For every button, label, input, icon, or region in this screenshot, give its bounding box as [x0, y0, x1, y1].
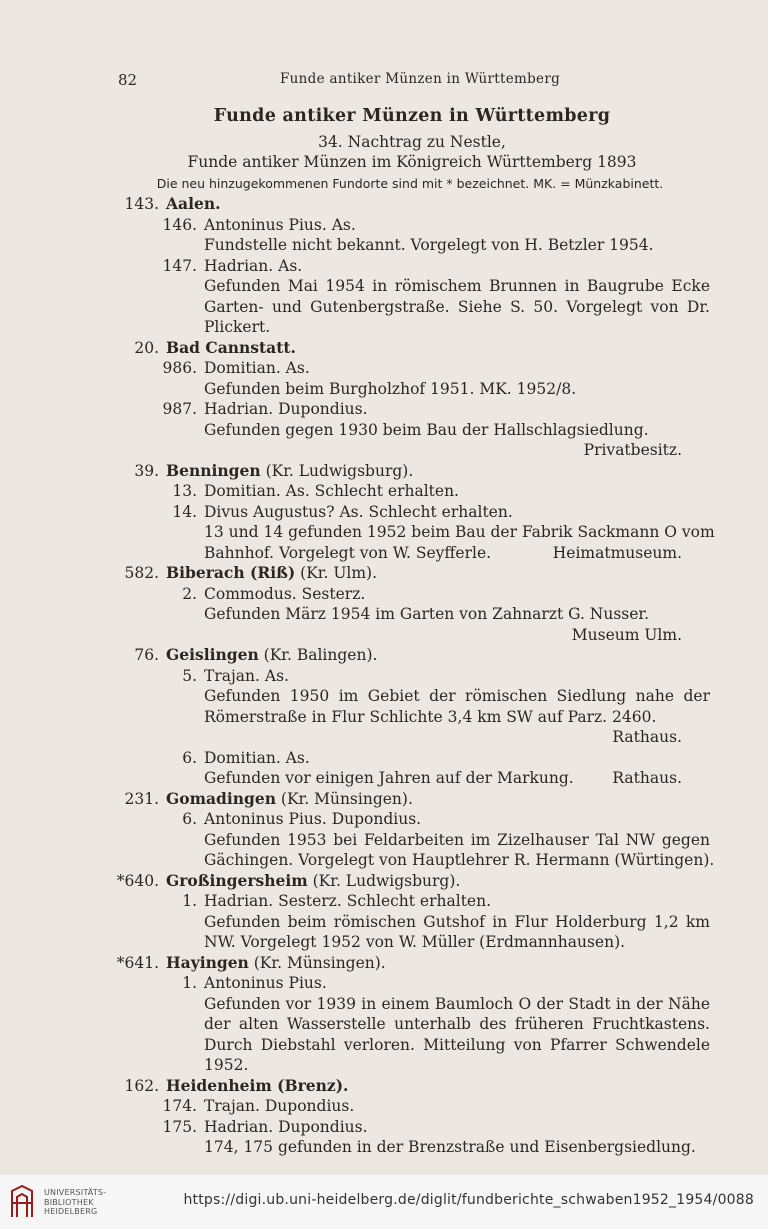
place-name: Geislingen [166, 645, 259, 664]
coin-item [0, 584, 768, 605]
item-detail: Gefunden beim Burgholzhof 1951. MK. 1952/8. [204, 379, 577, 398]
repository: Privatbesitz. [583, 441, 682, 459]
running-title: Funde antiker Münzen in Württemberg [280, 71, 561, 87]
item-detail: Gefunden beim römischen Gutshof in Flur Holderburg 1,2 km [204, 912, 710, 931]
library-name-line: HEIDELBERG [44, 1207, 98, 1216]
item-text: Hadrian. Sesterz. Schlecht erhalten. [204, 892, 492, 910]
place-entry [0, 789, 768, 810]
subtitle-reference: Funde antiker Münzen im Königreich Württemberg 1893 [187, 153, 637, 171]
legend-note: Die neu hinzugekommenen Fundorte sind mit * bezeichnet. MK. = Münzkabinett. [156, 176, 664, 191]
district: (Kr. Ludwigsburg). [260, 461, 414, 480]
item-number: 146. [162, 215, 197, 234]
title-block [0, 106, 768, 191]
coin-item [0, 358, 768, 379]
item-detail: Gächingen. Vorgelegt von Hauptlehrer R. Hermann (Würtingen). [204, 851, 715, 869]
coin-item [0, 891, 768, 912]
item-number: 13. [172, 482, 197, 500]
item-detail: 13 und 14 gefunden 1952 beim Bau der Fabrik Sackmann O vom [204, 523, 715, 541]
place-number: 231. [124, 789, 159, 808]
item-text: Commodus. Sesterz. [204, 584, 366, 603]
item-detail: Gefunden vor 1939 in einem Baumloch O der Stadt in der Nähe [204, 994, 710, 1013]
item-detail: Gefunden Mai 1954 in römischem Brunnen in Baugrube Ecke [204, 277, 710, 295]
item-text: Antoninus Pius. As. [204, 215, 356, 234]
coin-item [0, 748, 768, 769]
item-number: 147. [162, 256, 197, 275]
coin-item [0, 809, 768, 830]
place-name: Bad Cannstatt. [166, 337, 296, 357]
district: (Kr. Balingen). [258, 646, 378, 664]
item-detail: Plickert. [204, 318, 271, 336]
place-number: 162. [124, 1076, 159, 1095]
item-detail: Gefunden gegen 1930 beim Bau der Hallschlagsiedlung. [204, 420, 649, 439]
item-number: 1. [182, 892, 197, 910]
permalink-url[interactable]: https://digi.ub.uni-heidelberg.de/diglit/fundberichte_schwaben1952_1954/0088 [183, 1192, 754, 1208]
item-number: 175. [162, 1117, 197, 1136]
place-entry [0, 194, 768, 215]
item-number: 5. [182, 666, 197, 685]
place-entry [0, 563, 768, 584]
item-number: 1. [182, 974, 197, 992]
item-detail: Gefunden März 1954 im Garten von Zahnarzt G. Nusser. [204, 605, 650, 623]
place-number: 143. [124, 195, 159, 213]
item-number: 6. [182, 810, 197, 828]
item-number: 174. [162, 1097, 197, 1115]
place-number: *640. [116, 871, 159, 890]
item-text: Hadrian. Dupondius. [204, 1117, 368, 1136]
place-entry [0, 953, 768, 974]
item-detail: 174, 175 gefunden in der Brenzstraße und Eisenbergsiedlung. [204, 1138, 696, 1156]
place-name: Hayingen [166, 952, 249, 972]
place-name: Großingersheim [166, 870, 308, 890]
item-text: Antoninus Pius. [204, 974, 327, 992]
district: (Kr. Ludwigsburg). [307, 871, 461, 890]
find-entries [0, 194, 768, 1158]
repository: Heimatmuseum. [552, 543, 682, 562]
library-logo-icon[interactable] [8, 1183, 36, 1221]
item-number: 6. [182, 748, 197, 767]
item-detail: Gefunden 1953 bei Feldarbeiten im Zizelhauser Tal NW gegen [204, 830, 710, 849]
item-detail: Durch Diebstahl verloren. Mitteilung von Pfarrer Schwendele [204, 1035, 710, 1054]
item-text: Domitian. As. Schlecht erhalten. [204, 482, 459, 500]
coin-item [0, 1096, 768, 1117]
item-text: Domitian. As. [204, 359, 310, 377]
coin-item [0, 399, 768, 420]
item-text: Trajan. Dupondius. [204, 1097, 355, 1115]
place-entry [0, 645, 768, 666]
viewer-footer [0, 1175, 768, 1229]
item-text: Domitian. As. [204, 748, 310, 767]
coin-item [0, 256, 768, 277]
district: (Kr. Münsingen). [248, 953, 386, 972]
place-name: Heidenheim (Brenz). [166, 1075, 349, 1095]
district: (Kr. Münsingen). [275, 789, 413, 808]
item-detail: 1952. [204, 1056, 249, 1074]
coin-item [0, 481, 768, 502]
item-text: Divus Augustus? As. Schlecht erhalten. [204, 502, 513, 521]
coin-item [0, 215, 768, 236]
item-detail: Gefunden vor einigen Jahren auf der Markung. [204, 769, 574, 787]
item-detail: Römerstraße in Flur Schlichte 3,4 km SW auf Parz. 2460. [204, 707, 657, 726]
item-detail: NW. Vorgelegt 1952 von W. Müller (Erdmannhausen). [204, 933, 626, 951]
place-entry [0, 338, 768, 359]
subtitle: 34. Nachtrag zu Nestle, [318, 133, 506, 151]
item-detail: Fundstelle nicht bekannt. Vorgelegt von H. Betzler 1954. [204, 236, 654, 254]
item-text: Trajan. As. [204, 666, 289, 685]
item-number: 986. [162, 359, 197, 377]
item-detail: Bahnhof. Vorgelegt von W. Seyfferle. [204, 543, 492, 562]
place-name: Benningen [166, 460, 261, 480]
item-detail: Garten- und Gutenbergstraße. Siehe S. 50. Vorgelegt von Dr. [204, 297, 710, 316]
coin-item [0, 502, 768, 523]
library-name-line: BIBLIOTHEK [44, 1197, 94, 1207]
item-number: 2. [182, 584, 197, 603]
library-name[interactable] [44, 1188, 106, 1217]
place-number: 39. [134, 461, 159, 480]
place-entry [0, 461, 768, 482]
page-title: Funde antiker Münzen in Württemberg [213, 106, 611, 126]
item-detail: Gefunden 1950 im Gebiet der römischen Siedlung nahe der [204, 687, 710, 705]
library-name-line: UNIVERSITÄTS- [44, 1188, 107, 1197]
repository: Rathaus. [612, 769, 682, 787]
place-name: Aalen. [166, 194, 221, 213]
place-entry [0, 1076, 768, 1097]
place-number: 20. [134, 338, 159, 357]
running-head [0, 71, 768, 91]
coin-item [0, 666, 768, 687]
item-text: Hadrian. As. [204, 256, 303, 275]
coin-item [0, 1117, 768, 1138]
item-text: Hadrian. Dupondius. [204, 400, 368, 418]
place-entry [0, 871, 768, 892]
item-number: 987. [162, 400, 197, 418]
item-text: Antoninus Pius. Dupondius. [204, 810, 422, 828]
place-name: Biberach (Riß) [166, 563, 296, 582]
place-name: Gomadingen [166, 788, 276, 808]
page-number: 82 [118, 71, 138, 89]
item-number: 14. [172, 502, 197, 521]
item-detail: der alten Wasserstelle unterhalb des früheren Fruchtkastens. [204, 1015, 710, 1033]
coin-item [0, 973, 768, 994]
place-number: 76. [134, 646, 159, 664]
place-number: *641. [116, 953, 159, 972]
repository: Rathaus. [612, 728, 682, 746]
district: (Kr. Ulm). [295, 564, 378, 582]
place-number: 582. [124, 564, 159, 582]
repository: Museum Ulm. [571, 625, 682, 644]
